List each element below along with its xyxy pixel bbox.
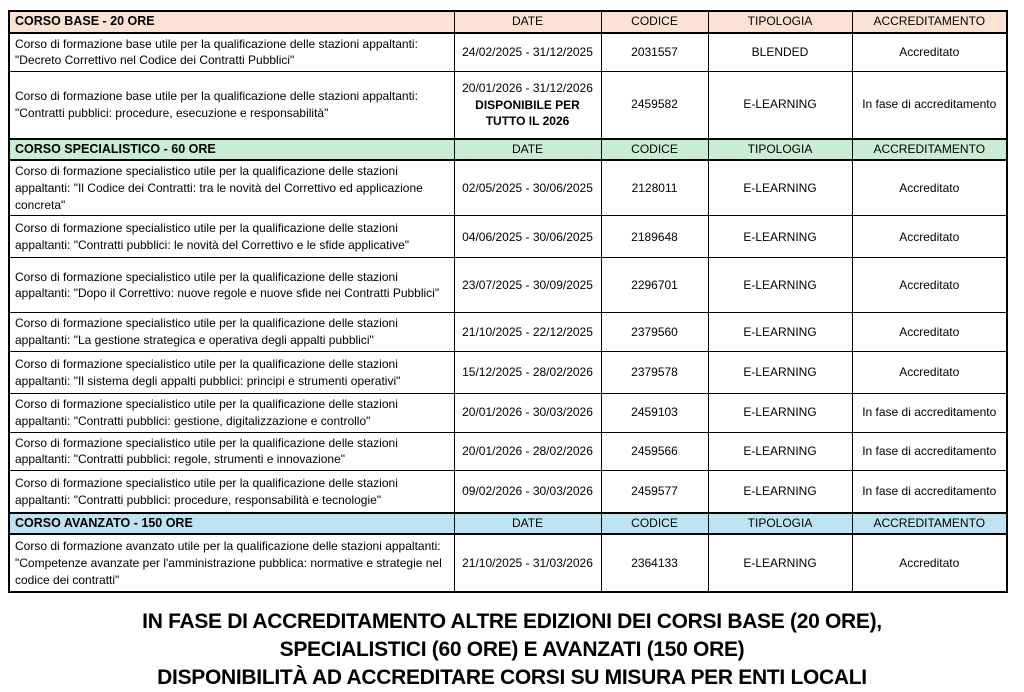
course-code: 2031557	[601, 33, 708, 72]
course-description: Corso di formazione specialistico utile per la qualificazione delle stazioni appaltanti: "Il sistema degli appalti pubblici: principi e strumenti operativi"	[9, 352, 454, 394]
course-date: 15/12/2025 - 28/02/2026	[454, 352, 601, 394]
column-header-accreditamento: ACCREDITAMENTO	[852, 513, 1007, 535]
course-accreditation: In fase di accreditamento	[852, 72, 1007, 139]
courses-table	[8, 10, 1008, 593]
course-row	[9, 352, 1007, 394]
course-type: E-LEARNING	[708, 352, 852, 394]
course-row	[9, 534, 1007, 592]
course-accreditation: Accreditato	[852, 258, 1007, 313]
column-header-accreditamento: ACCREDITAMENTO	[852, 139, 1007, 161]
column-header-date: DATE	[454, 513, 601, 535]
column-header-codice: CODICE	[601, 11, 708, 33]
course-row	[9, 432, 1007, 471]
section-header-row-avanzato	[9, 513, 1007, 535]
course-type: E-LEARNING	[708, 72, 852, 139]
course-date: 20/01/2026 - 28/02/2026	[454, 432, 601, 471]
course-code: 2459582	[601, 72, 708, 139]
course-date: 04/06/2025 - 30/06/2025	[454, 216, 601, 258]
course-type: BLENDED	[708, 33, 852, 72]
course-type: E-LEARNING	[708, 313, 852, 352]
course-date-note: DISPONIBILE PER TUTTO IL 2026	[475, 98, 580, 129]
course-date	[454, 72, 601, 139]
course-date: 21/10/2025 - 31/03/2026	[454, 534, 601, 592]
course-row	[9, 258, 1007, 313]
course-type: E-LEARNING	[708, 258, 852, 313]
section-title: CORSO AVANZATO - 150 ORE	[9, 513, 454, 535]
section-title: CORSO BASE - 20 ORE	[9, 11, 454, 33]
course-date: 02/05/2025 - 30/06/2025	[454, 160, 601, 216]
course-row	[9, 33, 1007, 72]
course-row	[9, 160, 1007, 216]
course-code: 2364133	[601, 534, 708, 592]
section-header-row-base	[9, 11, 1007, 33]
course-row	[9, 313, 1007, 352]
course-description: Corso di formazione specialistico utile per la qualificazione delle stazioni appaltanti: "Contratti pubblici: gestione, digitalizzazione e controllo"	[9, 394, 454, 433]
course-row	[9, 216, 1007, 258]
footer-line: SPECIALISTICI (60 ORE) E AVANZATI (150 ORE)	[279, 638, 745, 662]
course-date: 20/01/2026 - 30/03/2026	[454, 394, 601, 433]
course-code: 2296701	[601, 258, 708, 313]
course-accreditation: Accreditato	[852, 160, 1007, 216]
course-description: Corso di formazione specialistico utile per la qualificazione delle stazioni appaltanti: "Contratti pubblici: le novità del Correttivo e le sfide applicative"	[9, 216, 454, 258]
column-header-codice: CODICE	[601, 513, 708, 535]
course-row	[9, 471, 1007, 513]
column-header-tipologia: TIPOLOGIA	[708, 139, 852, 161]
course-date: 24/02/2025 - 31/12/2025	[454, 33, 601, 72]
course-code: 2379560	[601, 313, 708, 352]
course-accreditation: In fase di accreditamento	[852, 432, 1007, 471]
column-header-tipologia: TIPOLOGIA	[708, 11, 852, 33]
course-code: 2459103	[601, 394, 708, 433]
section-header-row-specialistico	[9, 139, 1007, 161]
footer-note	[8, 608, 1016, 692]
course-description: Corso di formazione base utile per la qualificazione delle stazioni appaltanti: "Contratti pubblici: procedure, esecuzione e responsabilità"	[9, 72, 454, 139]
course-row	[9, 394, 1007, 433]
course-accreditation: Accreditato	[852, 313, 1007, 352]
column-header-date: DATE	[454, 11, 601, 33]
course-date: 09/02/2026 - 30/03/2026	[454, 471, 601, 513]
course-type: E-LEARNING	[708, 432, 852, 471]
course-code: 2128011	[601, 160, 708, 216]
course-code: 2459566	[601, 432, 708, 471]
column-header-tipologia: TIPOLOGIA	[708, 513, 852, 535]
course-code: 2189648	[601, 216, 708, 258]
course-description: Corso di formazione avanzato utile per la qualificazione delle stazioni appaltanti: "Competenze avanzate per l'amministrazione pubblica: normative e strategie nel codice dei contratti"	[9, 534, 454, 592]
footer-line: DISPONIBILITÀ AD ACCREDITARE CORSI SU MISURA PER ENTI LOCALI	[157, 666, 867, 690]
course-type: E-LEARNING	[708, 394, 852, 433]
course-code: 2379578	[601, 352, 708, 394]
course-date: 21/10/2025 - 22/12/2025	[454, 313, 601, 352]
course-description: Corso di formazione specialistico utile per la qualificazione delle stazioni appaltanti: "Contratti pubblici: procedure, responsabilità e tecnologie"	[9, 471, 454, 513]
course-accreditation: In fase di accreditamento	[852, 471, 1007, 513]
course-accreditation: Accreditato	[852, 216, 1007, 258]
course-accreditation: Accreditato	[852, 352, 1007, 394]
course-accreditation: Accreditato	[852, 33, 1007, 72]
course-type: E-LEARNING	[708, 160, 852, 216]
column-header-date: DATE	[454, 139, 601, 161]
course-description: Corso di formazione specialistico utile per la qualificazione delle stazioni appaltanti: "Il Codice dei Contratti: tra le novità del Correttivo ed applicazione concreta"	[9, 160, 454, 216]
course-type: E-LEARNING	[708, 534, 852, 592]
course-description: Corso di formazione specialistico utile per la qualificazione delle stazioni appaltanti: "La gestione strategica e operativa degli appalti pubblici"	[9, 313, 454, 352]
course-code: 2459577	[601, 471, 708, 513]
course-description: Corso di formazione base utile per la qualificazione delle stazioni appaltanti: "Decreto Correttivo nel Codice dei Contratti Pubblici"	[9, 33, 454, 72]
course-row	[9, 72, 1007, 139]
course-accreditation: Accreditato	[852, 534, 1007, 592]
course-date: 23/07/2025 - 30/09/2025	[454, 258, 601, 313]
course-description: Corso di formazione specialistico utile per la qualificazione delle stazioni appaltanti: "Contratti pubblici: regole, strumenti e innovazione"	[9, 432, 454, 471]
column-header-accreditamento: ACCREDITAMENTO	[852, 11, 1007, 33]
course-type: E-LEARNING	[708, 216, 852, 258]
course-accreditation: In fase di accreditamento	[852, 394, 1007, 433]
course-date-range: 20/01/2026 - 31/12/2026	[462, 81, 593, 96]
course-type: E-LEARNING	[708, 471, 852, 513]
column-header-codice: CODICE	[601, 139, 708, 161]
footer-line: IN FASE DI ACCREDITAMENTO ALTRE EDIZIONI DEI CORSI BASE (20 ORE),	[142, 610, 882, 634]
section-title: CORSO SPECIALISTICO - 60 ORE	[9, 139, 454, 161]
course-description: Corso di formazione specialistico utile per la qualificazione delle stazioni appaltanti: "Dopo il Correttivo: nuove regole e nuove sfide nei Contratti Pubblici"	[9, 258, 454, 313]
